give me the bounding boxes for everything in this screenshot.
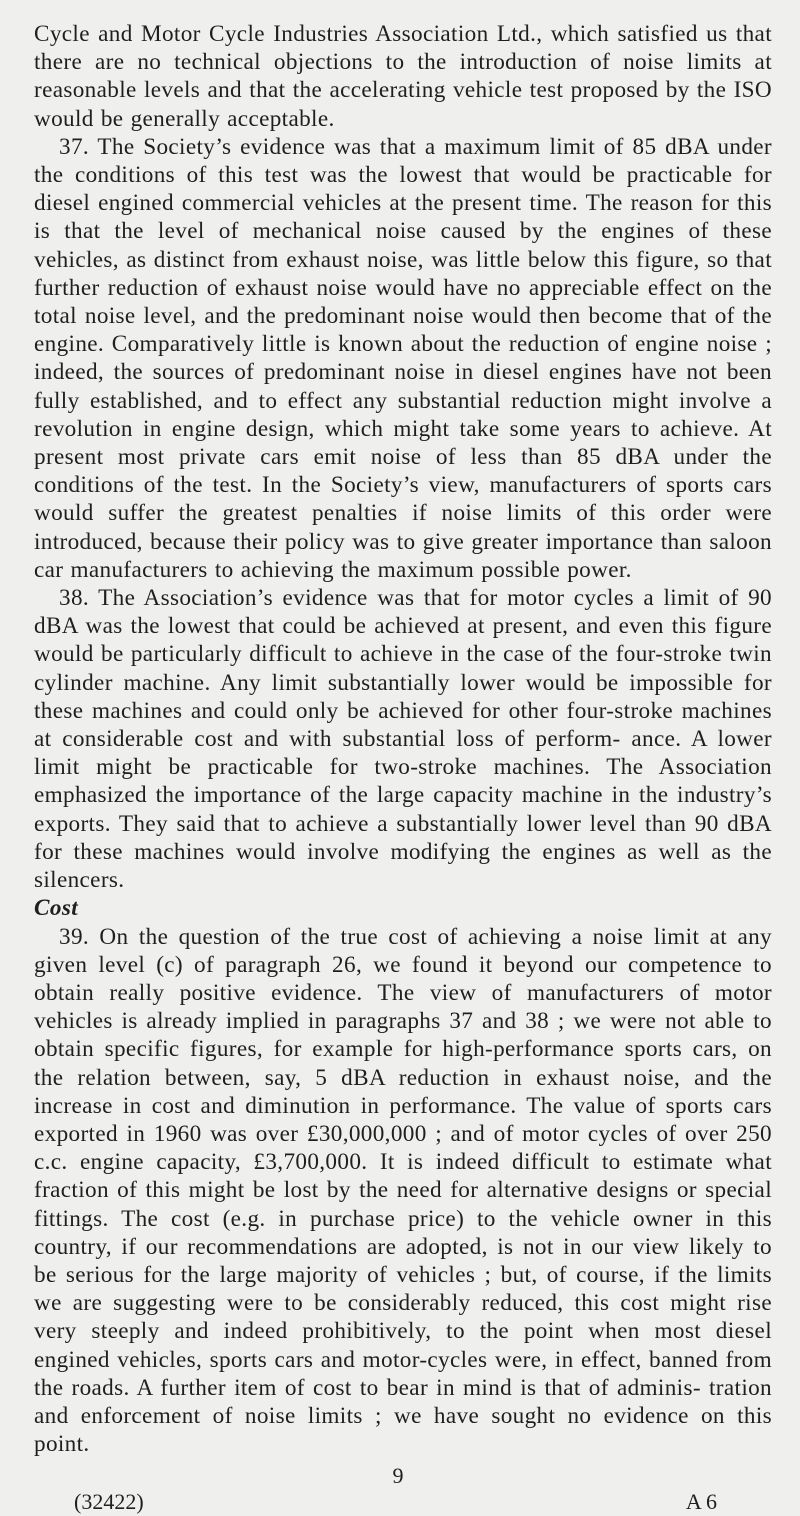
paragraph-39: 39. On the question of the true cost of achieving a noise limit at any given level (c) of paragraph 26, we found it beyond our competence to obtain really positive evidence. The view of manufacturers of motor vehicles is already implied in paragraphs 37 and 38 ; we were not able to obtain specific figures, for example for high-performance sports cars, on the relation between, say, 5 dBA reduction in exhaust noise, and the increase in cost and diminution in performance. The value of sports cars exported in 1960 was over £30,000,000 ; and of motor cycles of over 250 c.c. engine capacity, £3,700,000. It is indeed difficult to estimate what fraction of this might be lost by the need for alternative designs or special fittings. The cost (e.g. in purchase price) to the vehicle owner in this country, if our recommendations are adopted, is not in our view likely to be serious for the large majority of vehicles ; but, of course, if the limits we are suggesting were to be considerably reduced, this cost might rise very steeply and indeed prohibitively, to the point when most diesel engined vehicles, sports cars and motor-cycles were, in effect, banned from the roads. A further item of cost to bear in mind is that of adminis- tration and enforcement of noise limits ; we have sought no evidence on this point. [34, 923, 772, 1458]
paragraph-38: 38. The Association’s evidence was that for motor cycles a limit of 90 dBA was the lowest that could be achieved at present, and even this figure would be particularly difficult to achieve in the case of the four-stroke twin cylinder machine. Any limit substantially lower would be impossible for these machines and could only be achieved for other four-stroke machines at considerable cost and with substantial loss of perform- ance. A lower limit might be practicable for two-stroke machines. The Association emphasized the importance of the large capacity machine in the industry’s exports. They said that to achieve a substantially lower level than 90 dBA for these machines would involve modifying the engines as well as the silencers. [34, 585, 772, 894]
paragraph-37: 37. The Society’s evidence was that a maximum limit of 85 dBA under the conditions of this test was the lowest that would be practicable for diesel engined commercial vehicles at the present time. The reason for this is that the level of mechanical noise caused by the engines of these vehicles, as distinct from exhaust noise, was little below this figure, so that further reduction of exhaust noise would have no appreciable effect on the total noise level, and the predominant noise would then become that of the engine. Comparatively little is known about the reduction of engine noise ; indeed, the sources of predominant noise in diesel engines have not been fully established, and to effect any substantial reduction might involve a revolution in engine design, which might take some years to achieve. At present most private cars emit noise of less than 85 dBA under the conditions of the test. In the Society’s view, manufacturers of sports cars would suffer the greatest penalties if noise limits of this order were introduced, because their policy was to give greater importance than saloon car manufacturers to achieving the maximum possible power. [34, 133, 772, 583]
page-number: 9 [392, 1463, 404, 1489]
paragraph-36-continued: Cycle and Motor Cycle Industries Association Ltd., which satisfied us that there are no technical objections to the introduction of noise limits at reasonable levels and that the accelerating vehicle test proposed by the ISO would be generally acceptable. [34, 21, 772, 132]
print-code: (32422) [74, 1489, 144, 1515]
signature-mark: A 6 [685, 1489, 717, 1515]
page-footer [34, 1488, 772, 1516]
section-heading-cost: Cost [34, 895, 79, 922]
